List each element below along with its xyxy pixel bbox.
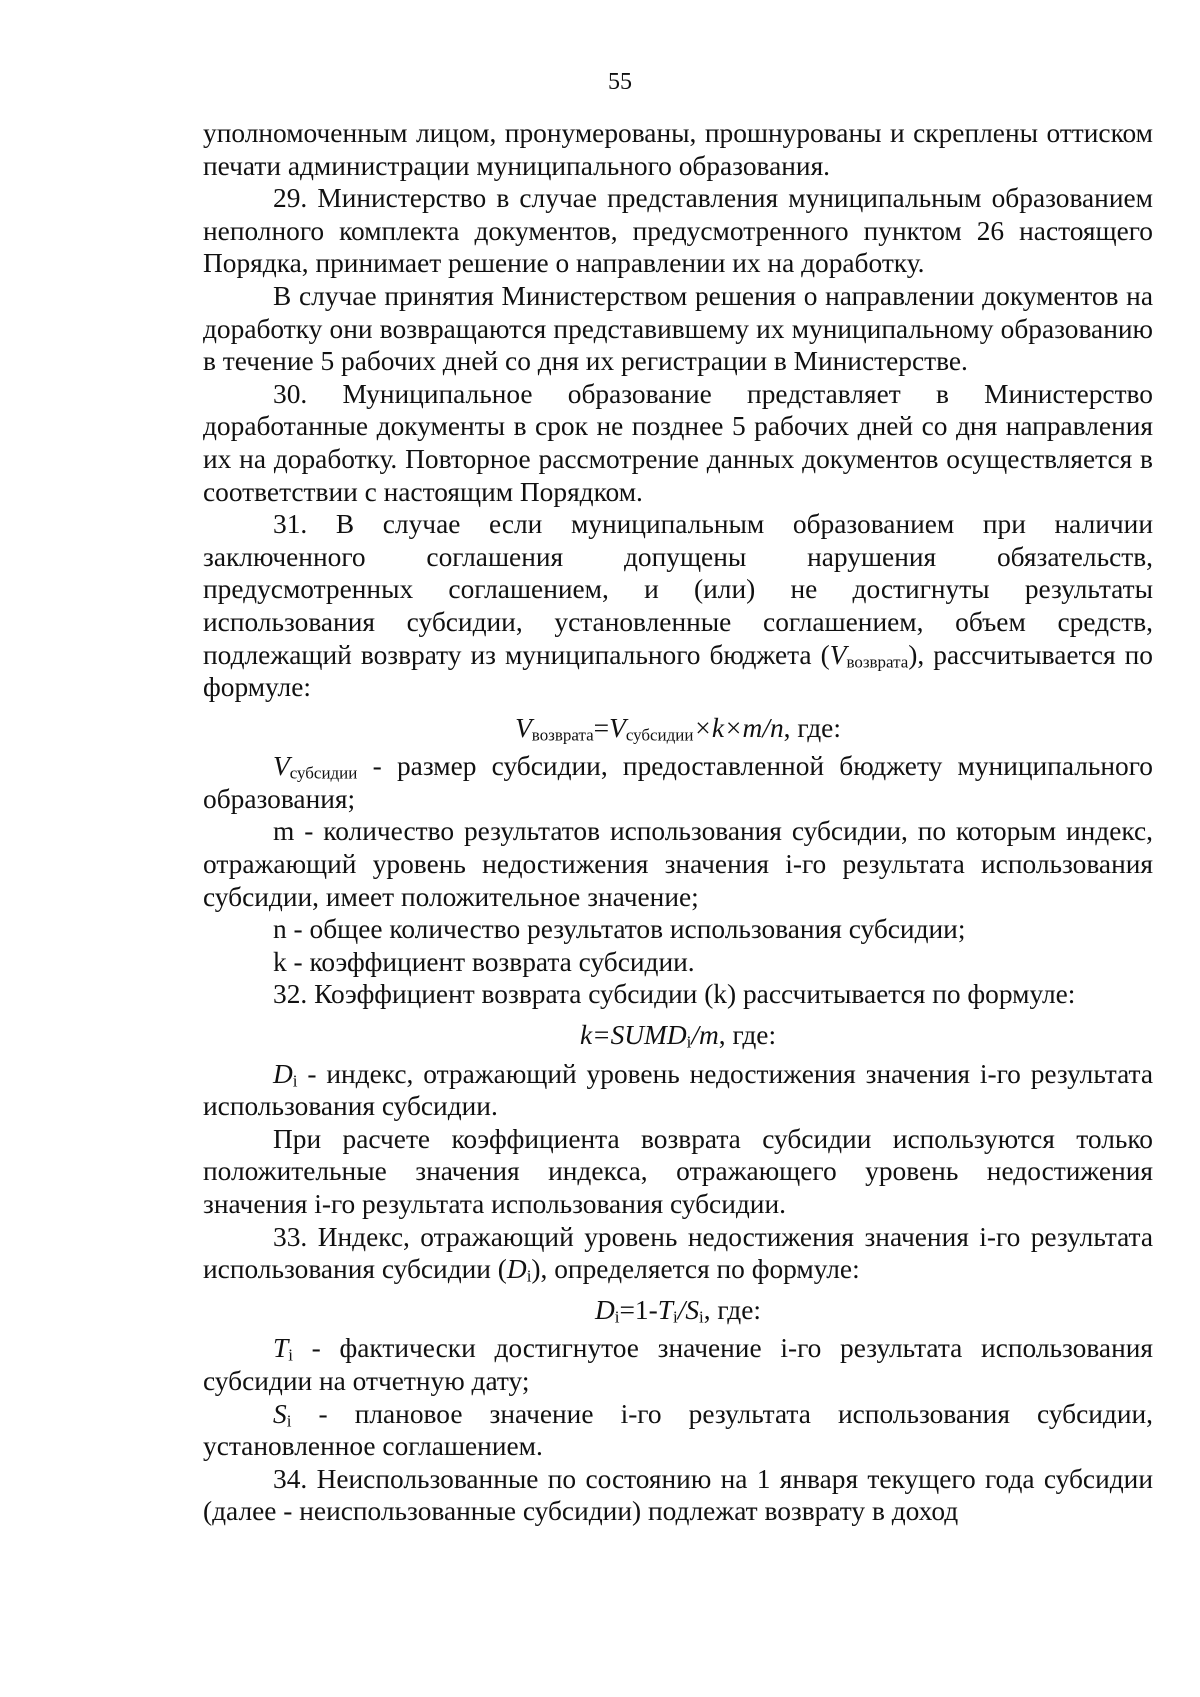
formula-k-sub: i [686,1032,692,1052]
paragraph-31 [203,508,1153,704]
formula-v: V [515,712,532,743]
definition-k: k - коэффициент возврата субсидии. [273,946,695,977]
page-number: 55 [608,69,632,95]
formula-k-rest: /m [691,1020,719,1051]
definition-s [203,1398,1153,1463]
formula-index [203,1286,1153,1333]
definition-n: n - общее количество результатов использования субсидии; [273,914,966,945]
document-body [203,117,1153,1528]
paragraph-continuation: уполномоченным лицом, пронумерованы, прошнурованы и скреплены оттиском печати администрации муниципального образования. [203,118,1153,181]
formula-return-volume [203,704,1153,751]
def-text: - размер субсидии, предоставленной бюджету муниципального образования; [203,751,1153,814]
def-t-var: T [273,1333,289,1364]
formula-d-tail: , где: [703,1294,762,1325]
formula-tail: , где: [783,712,841,743]
paragraph-31-text: 31. В случае если муниципальным образованием при наличии заключенного соглашения допущены нарушения обязательств, предусмотренных соглашением, и (или) не достигнуты результаты использования субсидии, установленные соглашением, объем средств, подлежащий возврату из муниципального бюджета ( [203,509,1153,670]
def-d-text: - индекс, отражающий уровень недостижения значения i-го результата использования субсидии. [203,1058,1153,1122]
formula-d-sub: i [614,1307,620,1327]
formula-v-sub: возврата [531,725,594,745]
formula-k-tail: , где: [718,1020,777,1051]
definition-v-subsidy [203,750,1153,815]
formula-rest: ×k×m/n [693,712,784,743]
formula-v2: V [609,712,626,743]
formula-t: T [657,1294,673,1325]
formula-v2-sub: субсидии [625,725,694,745]
paragraph-31-end: ), рассчитывается по формуле: [203,639,1153,703]
paragraph-positive-values: При расчете коэффициента возврата субсидии используются только положительные значения индекса, отражающего уровень недостижения значения i-го результата использования субсидии. [203,1123,1153,1219]
paragraph-33-sub: i [526,1266,532,1286]
def-d-sub: i [292,1071,298,1091]
definition-t [203,1332,1153,1397]
definition-d [203,1058,1153,1123]
paragraph-29-return: В случае принятия Министерством решения о направлении документов на доработку они возвращаются представившему их муниципальному образованию в течение 5 рабочих дней со дня их регистрации в Министерстве. [203,280,1153,377]
paragraph-33-end: ), определяется по формуле: [531,1254,860,1285]
def-s-text: - плановое значение i-го результата использования субсидии, установленное соглашением. [203,1398,1153,1462]
paragraph-34: 34. Неиспользованные по состоянию на 1 января текущего года субсидии (далее - неиспользованные субсидии) подлежат возврату в доход [203,1463,1153,1527]
def-t-sub: i [288,1346,293,1366]
formula-t-sub: i [672,1307,678,1327]
formula-d-mid: =1- [619,1294,658,1325]
def-var-sub: субсидии [289,764,358,784]
paragraph-30: 30. Муниципальное образование представляет в Министерство доработанные документы в срок не позднее 5 рабочих дней со дня направления их на доработку. Повторное рассмотрение данных документов осуществляется в соответствии с настоящим Порядком. [203,378,1153,507]
paragraph-33-var: D [506,1254,527,1285]
formula-s-sub: i [699,1307,704,1327]
def-d-var: D [273,1058,293,1089]
formula-coefficient [203,1011,1153,1058]
formula-s: S [685,1294,700,1325]
definition-m: m - количество результатов использования субсидии, по которым индекс, отражающий уровень недостижения значения i-го результата использования субсидии, имеет положительное значение; [203,816,1153,912]
var-v-return-sub: возврата [846,652,909,672]
paragraph-33-text: 33. Индекс, отражающий уровень недостижения значения i-го результата использования субсидии ( [203,1221,1153,1285]
def-s-var: S [273,1398,287,1429]
def-t-text: - фактически достигнутое значение i-го результата использования субсидии на отчетную дату; [203,1333,1153,1396]
def-var: V [273,751,290,782]
formula-slash: / [677,1294,686,1325]
formula-eq: = [593,712,610,743]
formula-d: D [594,1294,615,1325]
def-s-sub: i [286,1411,292,1431]
paragraph-33 [203,1221,1153,1286]
paragraph-29: 29. Министерство в случае представления муниципальным образованием неполного комплекта документов, предусмотренного пунктом 26 настоящего Порядка, принимает решение о направлении их на доработку. [203,183,1153,279]
var-v-return: V [829,639,847,670]
paragraph-32: 32. Коэффициент возврата субсидии (k) рассчитывается по формуле: [273,979,1076,1010]
formula-k: k=SUMD [579,1020,687,1051]
